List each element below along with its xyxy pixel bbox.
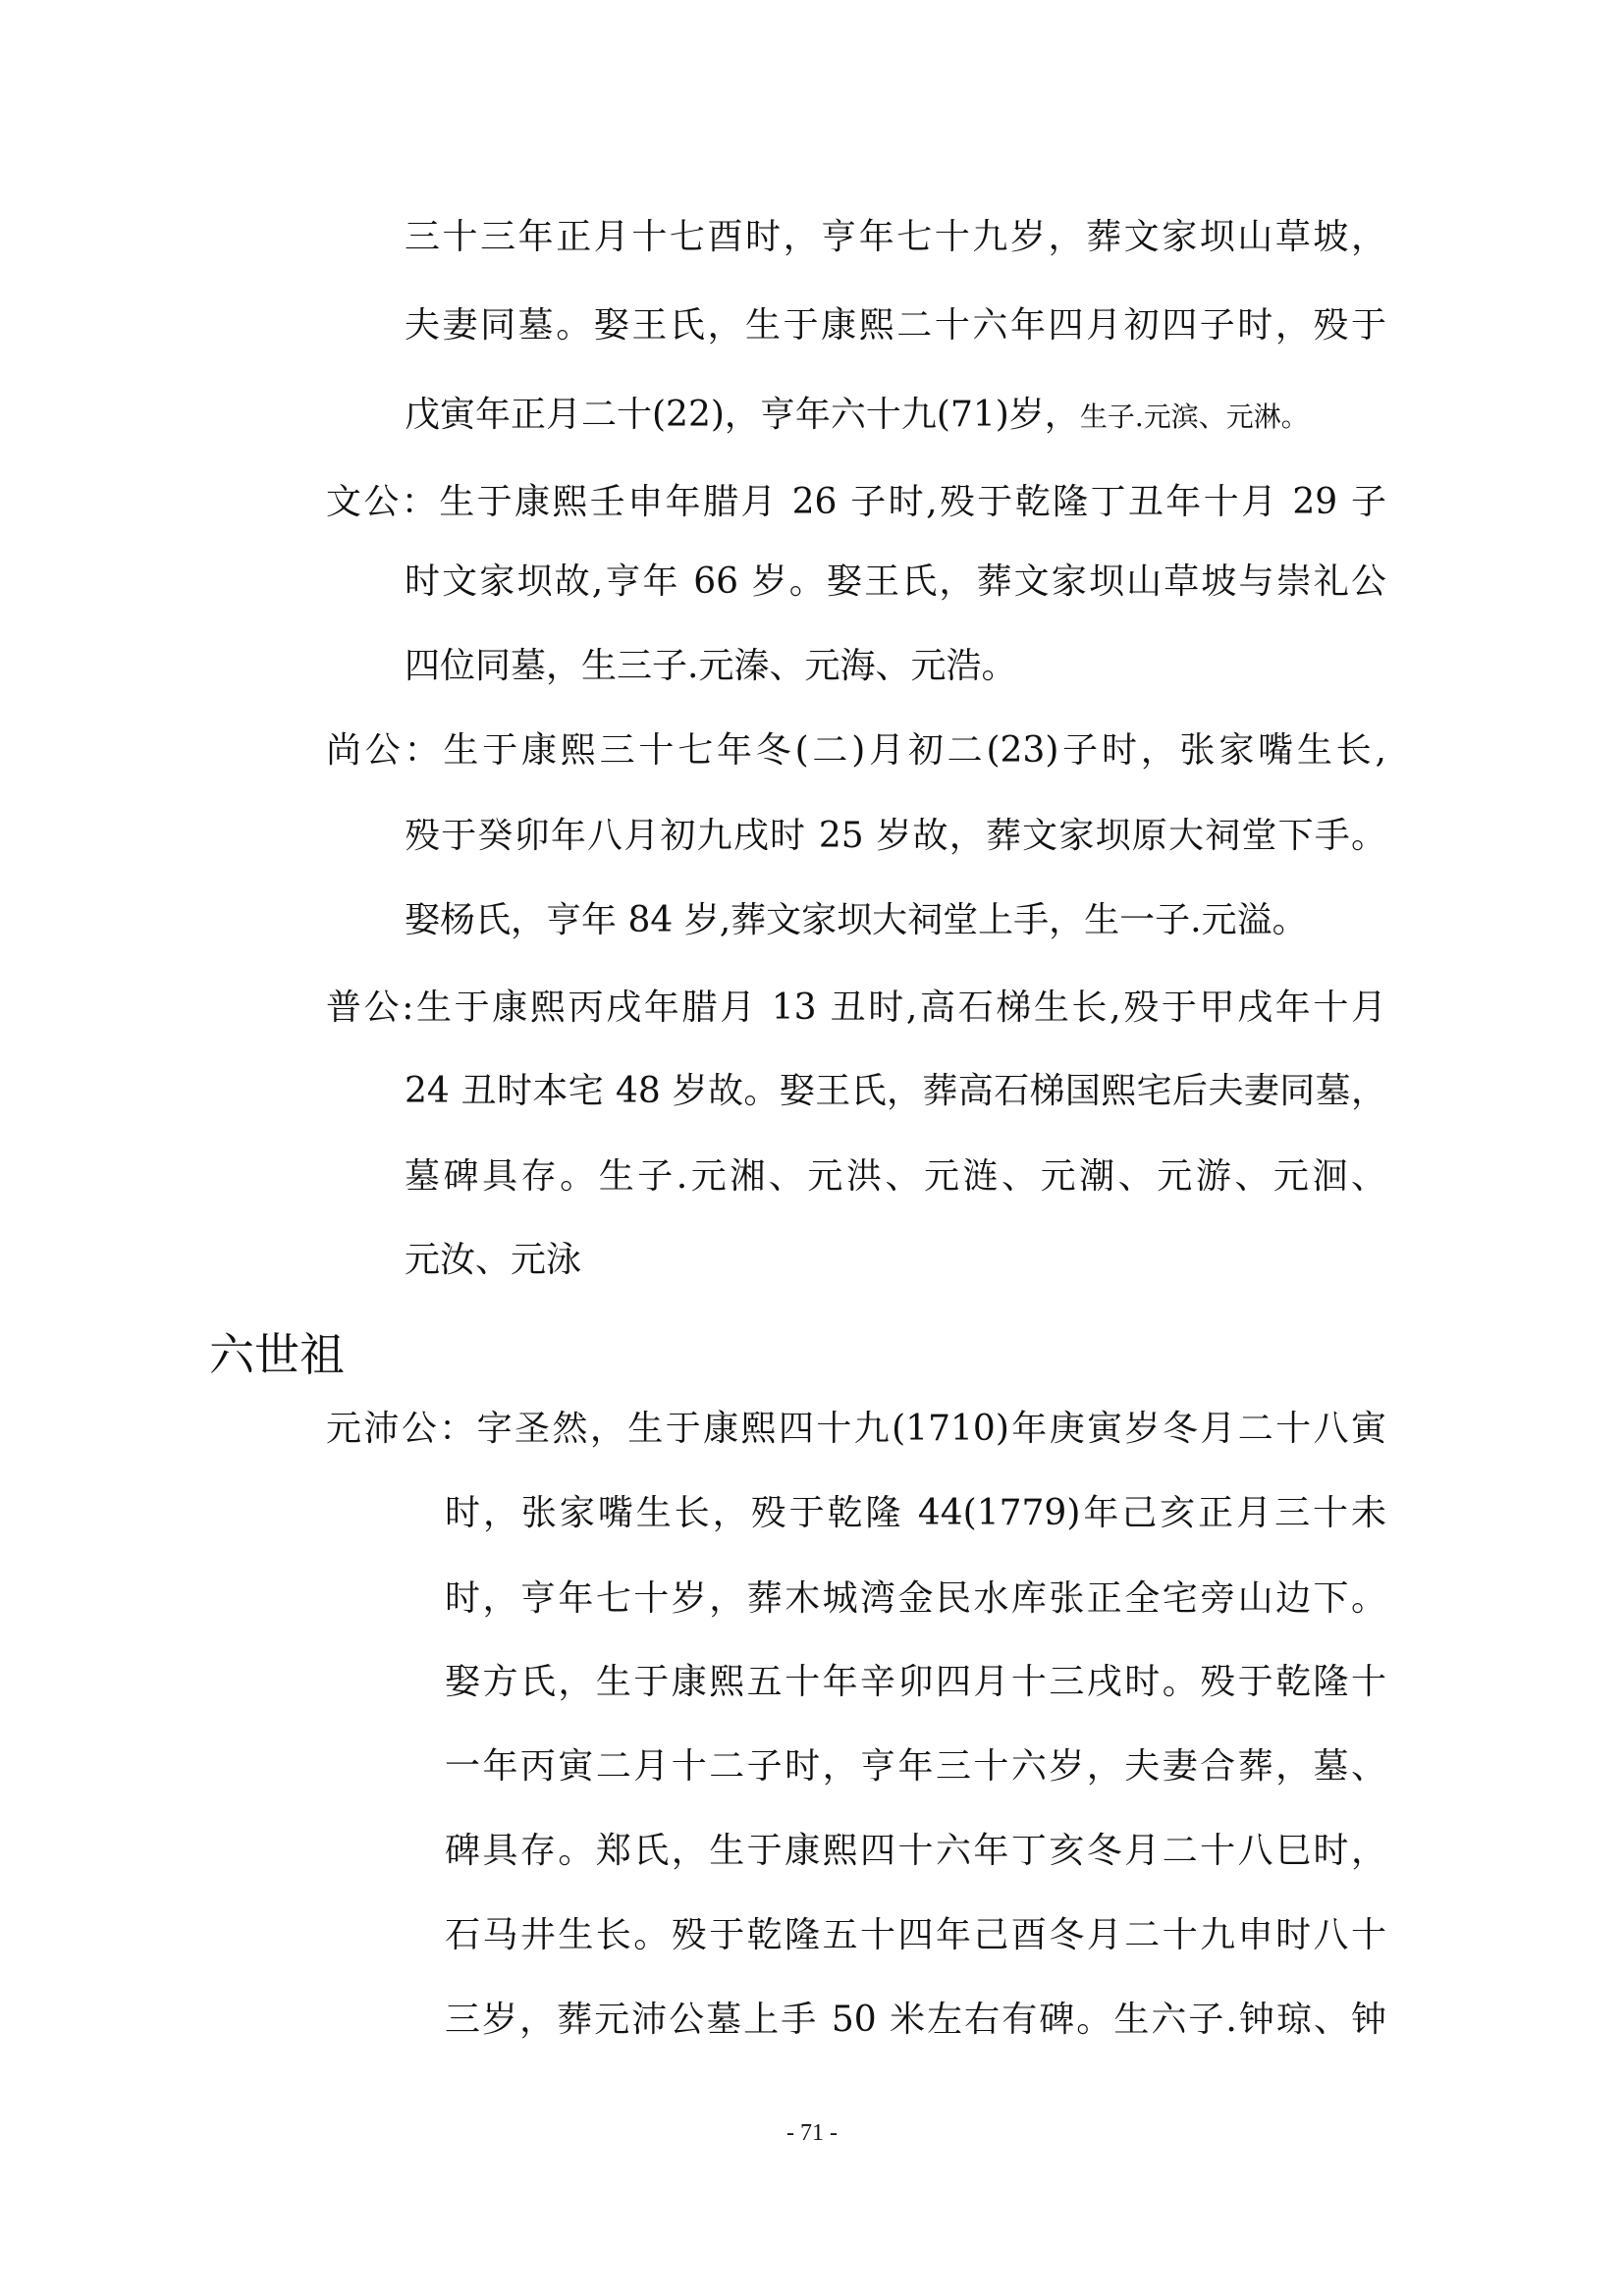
section-heading: 六世祖 bbox=[209, 1328, 345, 1381]
entry-first-line: 元沛公：字圣然，生于康熙四十九(1710)年庚寅岁冬月二十八寅 bbox=[326, 1409, 1386, 1449]
entry-first-line: 普公:生于康熙丙戌年腊月 13 丑时,高石梯生长,殁于甲戌年十月 bbox=[326, 988, 1386, 1028]
text-line: 碑具存。郑氏，生于康熙四十六年丁亥冬月二十八巳时， bbox=[445, 1831, 1386, 1871]
entry-first-line: 文公：生于康熙壬申年腊月 26 子时,殁于乾隆丁丑年十月 29 子 bbox=[326, 482, 1386, 522]
text-line: 四位同墓，生三子.元溱、元海、元浩。 bbox=[405, 646, 1017, 686]
text-line: 24 丑时本宅 48 岁故。娶王氏，葬高石梯国熙宅后夫妻同墓， bbox=[405, 1071, 1386, 1111]
text-line-small: 生子.元滨、元淋。 bbox=[1079, 400, 1309, 433]
text-line: 墓碑具存。生子.元湘、元洪、元涟、元潮、元游、元洄、 bbox=[405, 1156, 1386, 1197]
text-line-main: 戊寅年正月二十(22)，亨年六十九(71)岁， bbox=[405, 395, 1080, 435]
entry-first-line: 尚公：生于康熙三十七年冬(二)月初二(23)子时，张家嘴生长, bbox=[326, 730, 1386, 771]
text-line: 元汝、元泳 bbox=[405, 1240, 582, 1280]
text-line: 一年丙寅二月十二子时，亨年三十六岁，夫妻合葬，墓、 bbox=[445, 1746, 1386, 1787]
text-line: 石马井生长。殁于乾隆五十四年己酉冬月二十九申时八十 bbox=[445, 1915, 1386, 1955]
text-line: 娶杨氏，亨年 84 岁,葬文家坝大祠堂上手，生一子.元溢。 bbox=[405, 900, 1308, 940]
text-line: 三十三年正月十七酉时，亨年七十九岁，葬文家坝山草坡， bbox=[405, 217, 1386, 257]
text-line: 三岁，葬元沛公墓上手 50 米左右有碑。生六子.钟琼、钟 bbox=[445, 2000, 1386, 2040]
text-line: 殁于癸卯年八月初九戌时 25 岁故，葬文家坝原大祠堂下手。 bbox=[405, 816, 1386, 856]
text-line: 娶方氏，生于康熙五十年辛卯四月十三戌时。殁于乾隆十 bbox=[445, 1662, 1386, 1702]
text-line: 时，亨年七十岁，葬木城湾金民水库张正全宅旁山边下。 bbox=[445, 1578, 1386, 1619]
text-line bbox=[405, 392, 1386, 441]
page-number: - 71 - bbox=[786, 2120, 838, 2146]
text-line: 时文家坝故,亨年 66 岁。娶王氏，葬文家坝山草坡与崇礼公 bbox=[405, 561, 1386, 602]
text-line: 夫妻同墓。娶王氏，生于康熙二十六年四月初四子时，殁于 bbox=[405, 305, 1386, 346]
text-line: 时，张家嘴生长，殁于乾隆 44(1779)年己亥正月三十未 bbox=[445, 1493, 1386, 1533]
